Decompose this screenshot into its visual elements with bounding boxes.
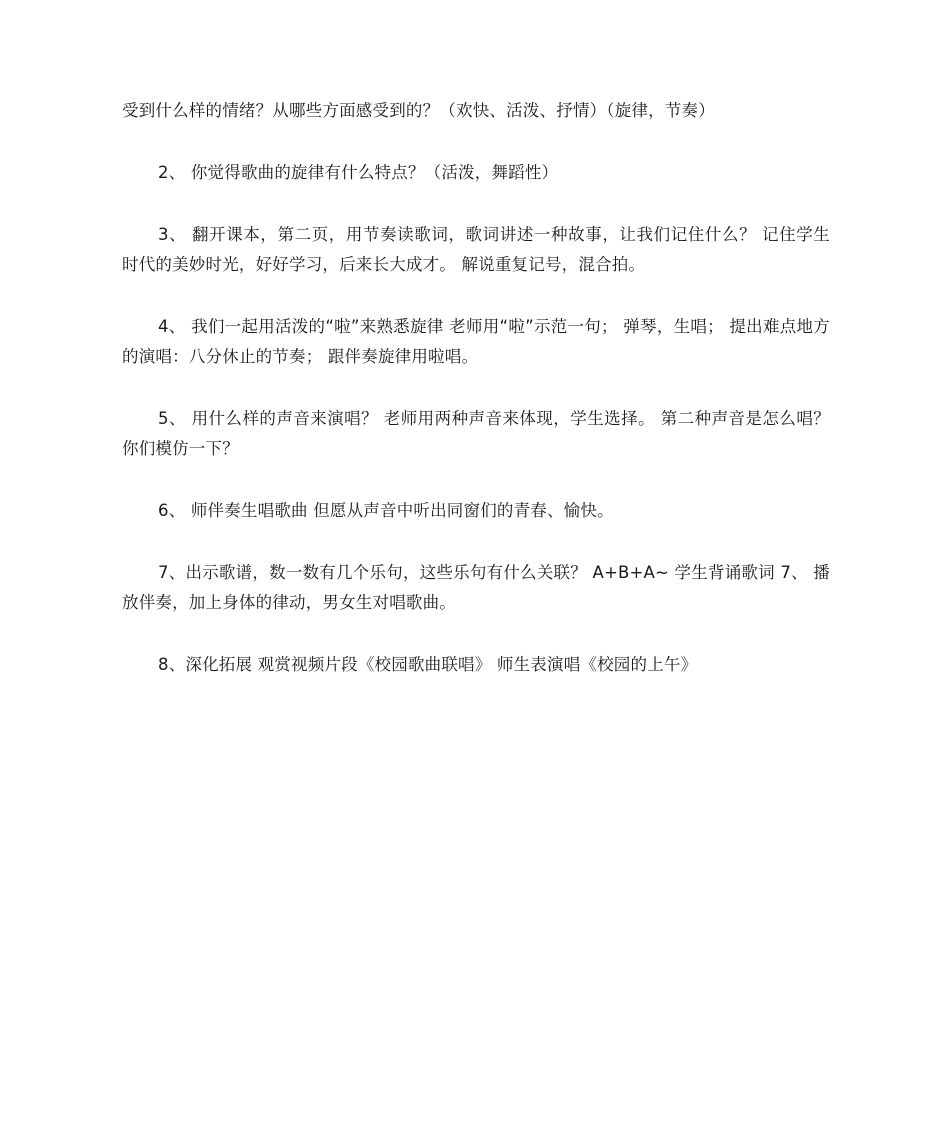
- paragraph-step-2: 2、 你觉得歌曲的旋律有什么特点？（活泼，舞蹈性）: [158, 163, 559, 182]
- paragraph-step-3: 3、 翻开课本，第二页，用节奏读歌词，歌词讲述一种故事，让我们记住什么？ 记住学生时代的美妙时光，好好学习，后来长大成才。 解说重复记号，混合拍。: [122, 225, 830, 274]
- paragraph-step-7: 7、出示歌谱，数一数有几个乐句，这些乐句有什么关联？ A+B+A~ 学生背诵歌词 7、 播放伴奏，加上身体的律动，男女生对唱歌曲。: [122, 563, 830, 612]
- paragraph-continuation: 受到什么样的情绪？从哪些方面感受到的？（欢快、活泼、抒情）（旋律，节奏）: [122, 101, 715, 120]
- paragraph-step-6: 6、 师伴奏生唱歌曲 但愿从声音中听出同窗们的青春、愉快。: [158, 501, 614, 520]
- document-body: [122, 96, 830, 712]
- paragraph-step-8: 8、深化拓展 观赏视频片段《校园歌曲联唱》 师生表演唱《校园的上午》: [158, 655, 698, 674]
- paragraph-step-4: 4、 我们一起用活泼的“啦”来熟悉旋律 老师用“啦”示范一句； 弹琴，生唱； 提出难点地方的演唱：八分休止的节奏； 跟伴奏旋律用啦唱。: [122, 317, 830, 366]
- paragraph-step-5: 5、 用什么样的声音来演唱？ 老师用两种声音来体现，学生选择。 第二种声音是怎么唱？你们模仿一下？: [122, 409, 830, 458]
